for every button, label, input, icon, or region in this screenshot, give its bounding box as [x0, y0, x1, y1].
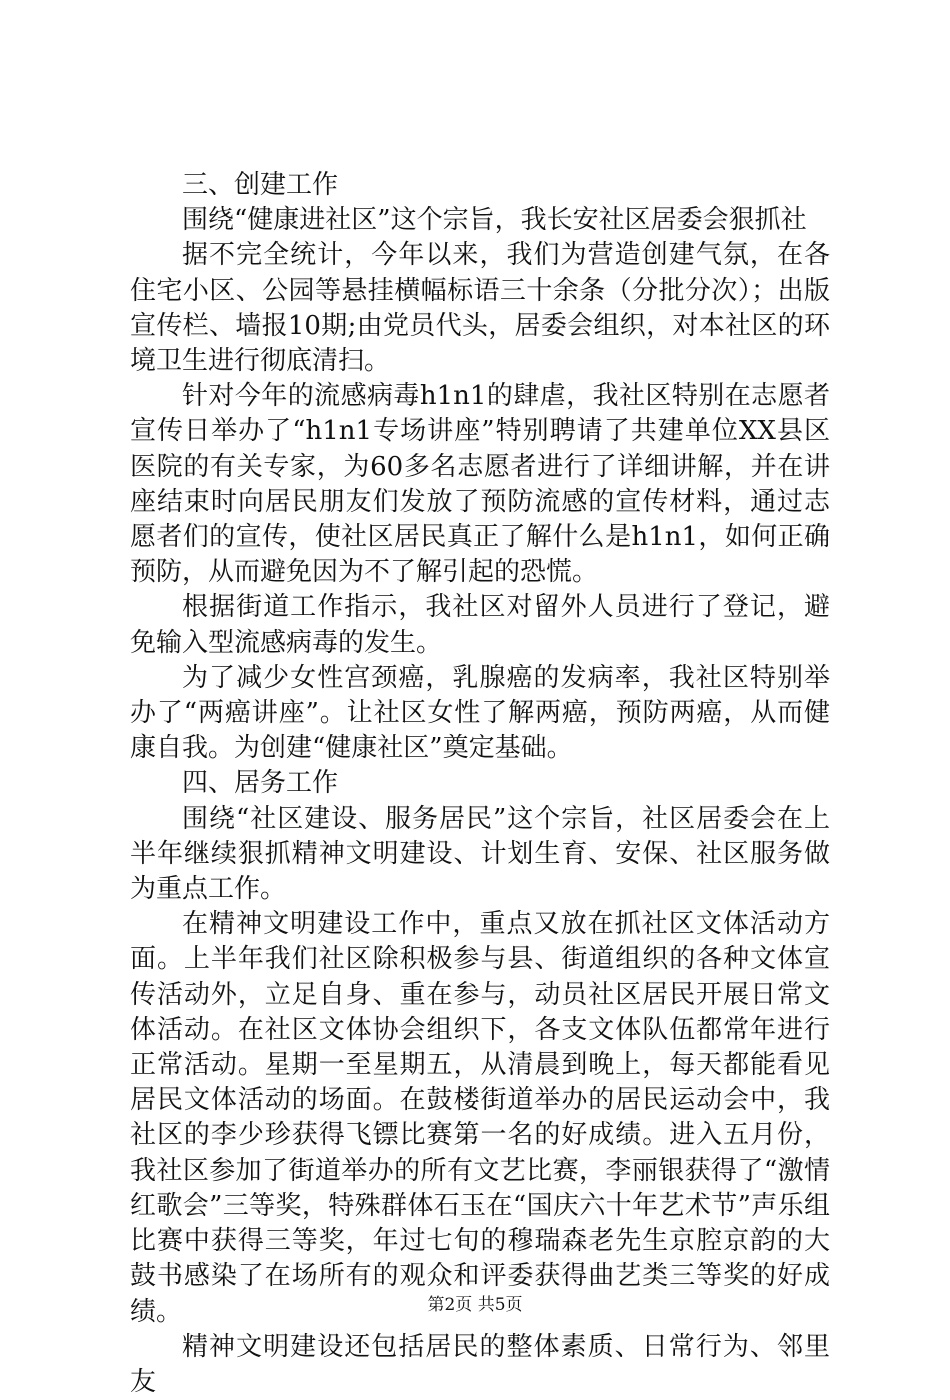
paragraph: 根据街道工作指示，我社区对留外人员进行了登记，避免输入型流感病毒的发生。 — [130, 592, 830, 658]
section-heading-creation: 三、创建工作 — [182, 170, 339, 200]
paragraph: 围绕“健康进社区”这个宗旨，我长安社区居委会狠抓社 — [182, 205, 807, 236]
paragraph: 围绕“社区建设、服务居民”这个宗旨，社区居委会在上半年继续狠抓精神文明建设、计划生育、安保、社区服务做为重点工作。 — [130, 803, 830, 905]
paragraph: 精神文明建设还包括居民的整体素质、日常行为、邻里友 — [130, 1331, 830, 1397]
document-body — [130, 168, 830, 1400]
paragraph: 据不完全统计，今年以来，我们为营造创建气氛，在各住宅小区、公园等悬挂横幅标语三十余条（分批分次）；出版宣传栏、墙报10期;由党员代头，居委会组织，对本社区的环境卫生进行彻底清扫。 — [130, 240, 830, 377]
paragraph: 针对今年的流感病毒h1n1的肆虐，我社区特别在志愿者宣传日举办了“h1n1专场讲座”特别聘请了共建单位XX县区医院的有关专家，为60多名志愿者进行了详细讲解，并在讲座结束时向居民朋友们发放了预防流感的宣传材料，通过志愿者们的宣传，使社区居民真正了解什么是h1n1，如何正确预防，从而避免因为不了解引起的恐慌。 — [130, 381, 830, 588]
section-heading-residence-affairs: 四、居务工作 — [182, 768, 339, 799]
paragraph: 为了减少女性宫颈癌，乳腺癌的发病率，我社区特别举办了“两癌讲座”。让社区女性了解两癌，预防两癌，从而健康自我。为创建“健康社区”奠定基础。 — [130, 662, 830, 764]
page-number-footer: 第2页 共5页 — [427, 1295, 523, 1315]
paragraph: 在精神文明建设工作中，重点又放在抓社区文体活动方面。上半年我们社区除积极参与县、街道组织的各种文体宣传活动外，立足自身、重在参与，动员社区居民开展日常文体活动。在社区文体协会组织下，各支文体队伍都常年进行正常活动。星期一至星期五，从清晨到晚上，每天都能看见居民文体活动的场面。在鼓楼街道举办的居民运动会中，我社区的李少珍获得飞镖比赛第一名的好成绩。进入五月份，我社区参加了街道举办的所有文艺比赛，李丽银获得了“激情红歌会”三等奖，特殊群体石玉在“国庆六十年艺术节”声乐组比赛中获得三等奖，年过七旬的穆瑞森老先生京腔京韵的大鼓书感染了在场所有的观众和评委获得曲艺类三等奖的好成绩。 — [130, 909, 830, 1327]
